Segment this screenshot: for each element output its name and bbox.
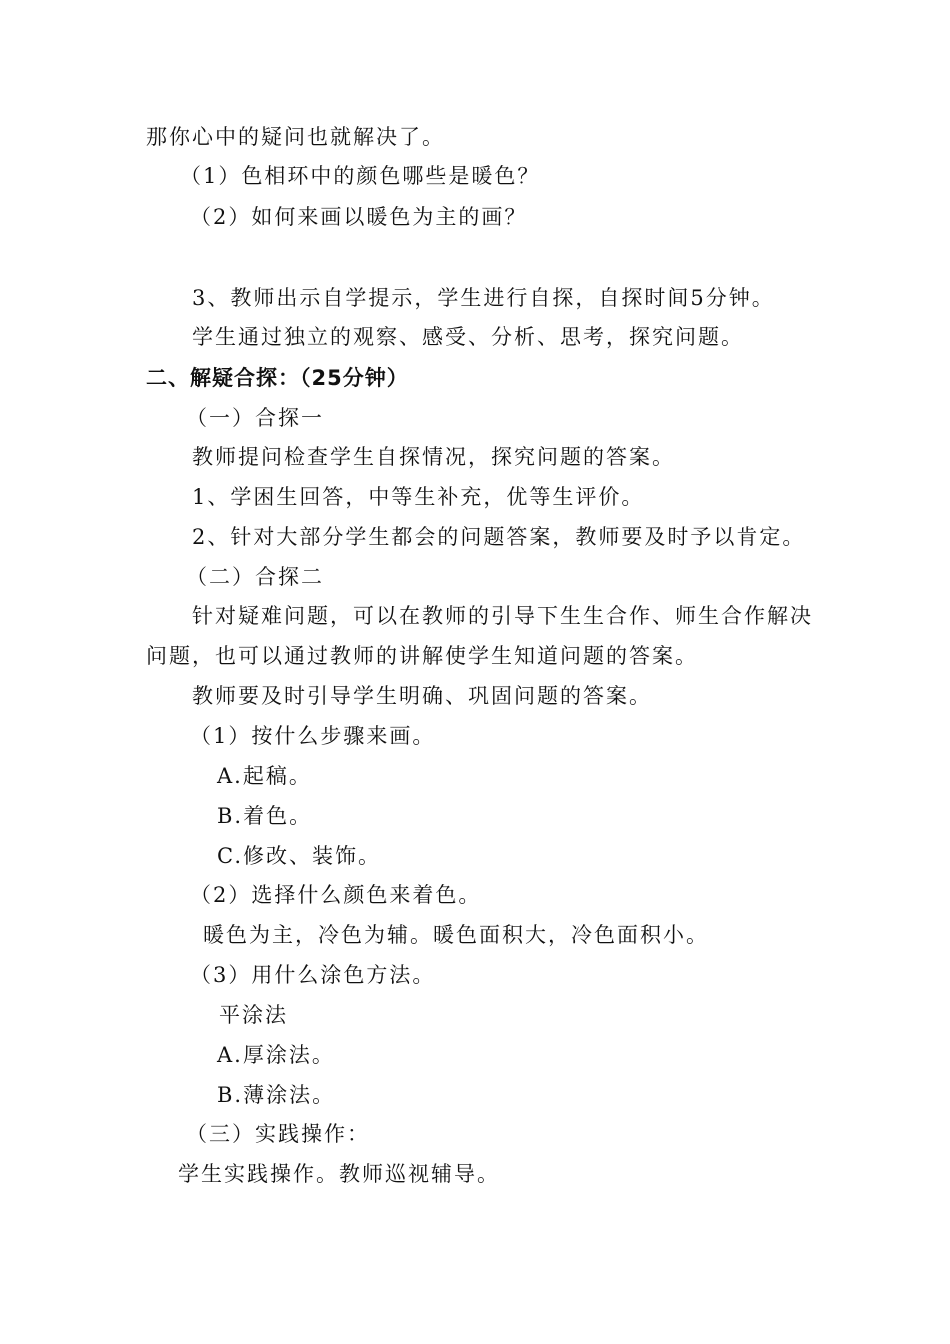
question-item: （2）如何来画以暖色为主的画？ xyxy=(190,205,528,229)
text-line: 平涂法 xyxy=(219,1003,288,1027)
text-line: 教师提问检查学生自探情况，探究问题的答案。 xyxy=(192,445,675,469)
step-item: A.厚涂法。 xyxy=(217,1043,335,1067)
text-line: 3、教师出示自学提示，学生进行自探，自探时间5分钟。 xyxy=(192,286,775,310)
text-line: 1、学困生回答，中等生补充，优等生评价。 xyxy=(192,485,645,509)
text-line: 学生通过独立的观察、感受、分析、思考，探究问题。 xyxy=(192,325,744,349)
section-heading: 二、解疑合探：（25分钟） xyxy=(146,366,409,390)
question-item: （2）选择什么颜色来着色。 xyxy=(190,883,482,907)
subsection-heading: （一）合探一 xyxy=(186,406,324,430)
question-item: （1）按什么步骤来画。 xyxy=(190,724,436,748)
text-line: 针对疑难问题，可以在教师的引导下生生合作、师生合作解决 xyxy=(192,604,813,628)
question-item: （3）用什么涂色方法。 xyxy=(190,963,436,987)
text-line: 2、针对大部分学生都会的问题答案，教师要及时予以肯定。 xyxy=(192,525,806,549)
step-item: B.薄涂法。 xyxy=(217,1083,336,1107)
subsection-heading: （三）实践操作： xyxy=(186,1122,370,1146)
step-item: C.修改、装饰。 xyxy=(217,844,381,868)
text-line: 那你心中的疑问也就解决了。 xyxy=(146,125,445,149)
text-line: 教师要及时引导学生明确、巩固问题的答案。 xyxy=(192,684,652,708)
text-line: 学生实践操作。教师巡视辅导。 xyxy=(178,1162,500,1186)
text-line: 问题，也可以通过教师的讲解使学生知道问题的答案。 xyxy=(146,644,698,668)
question-item: （1）色相环中的颜色哪些是暖色？ xyxy=(180,164,541,188)
step-item: B.着色。 xyxy=(217,804,313,828)
subsection-heading: （二）合探二 xyxy=(186,565,324,589)
step-item: A.起稿。 xyxy=(217,764,312,788)
text-line: 暖色为主，冷色为辅。暖色面积大，冷色面积小。 xyxy=(203,923,709,947)
